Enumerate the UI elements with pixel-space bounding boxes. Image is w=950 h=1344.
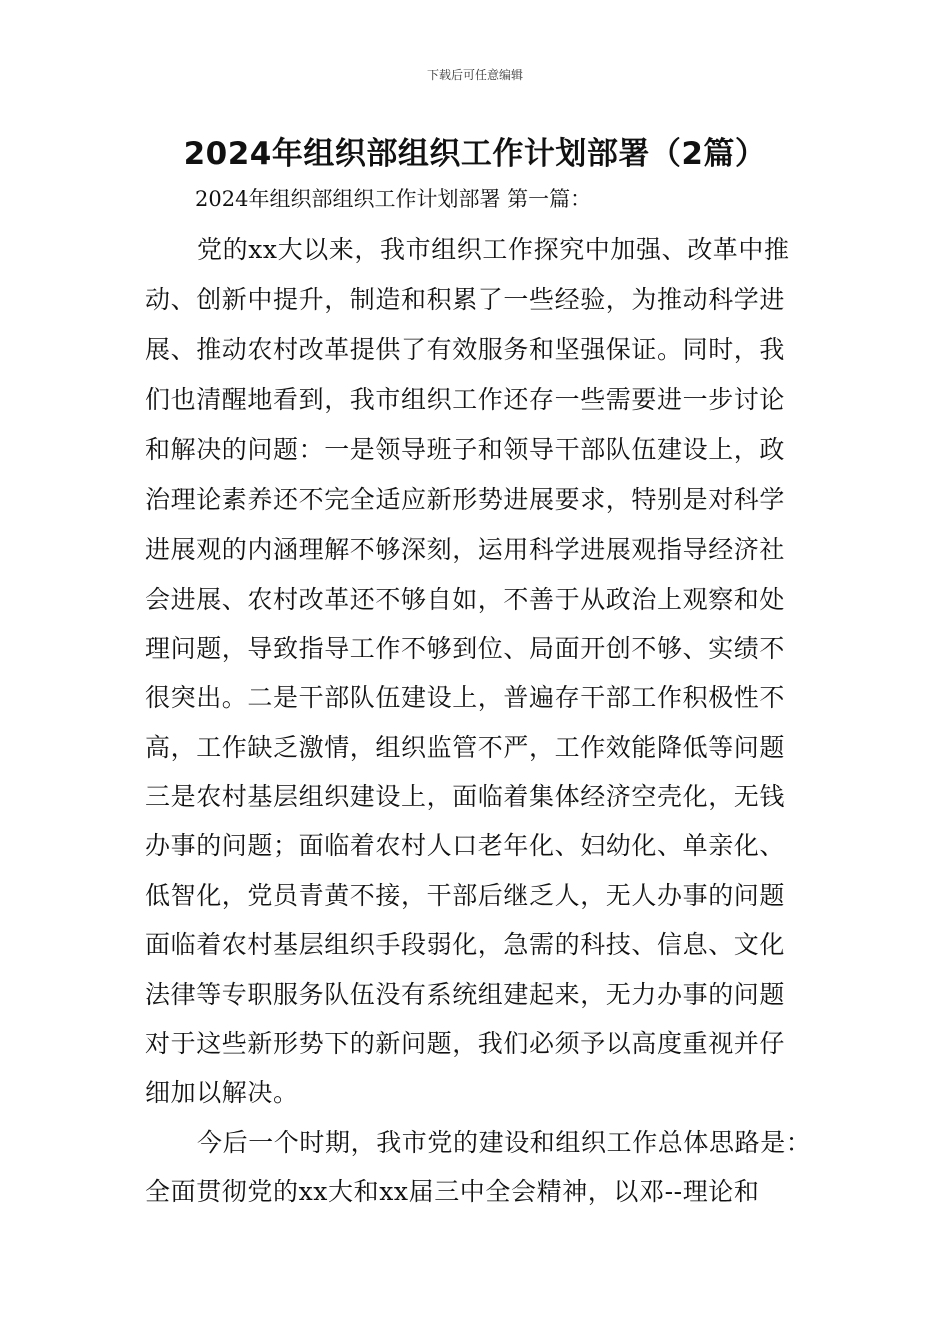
body-line: 细加以解决。 bbox=[145, 1078, 299, 1107]
body-line: 办事的问题；面临着农村人口老年化、妇幼化、单亲化、 bbox=[145, 831, 786, 860]
body-line: 展、推动农村改革提供了有效服务和坚强保证。同时，我 bbox=[145, 335, 786, 364]
body-line: 动、创新中提升，制造和积累了一些经验，为推动科学进 bbox=[145, 285, 786, 314]
body-line: 低智化，党员青黄不接，干部后继乏人，无人办事的问题 bbox=[145, 881, 786, 910]
body-line: 三是农村基层组织建设上，面临着集体经济空壳化，无钱 bbox=[145, 782, 786, 811]
header-note: 下载后可任意编辑 bbox=[426, 68, 523, 82]
body-line: 和解决的问题：一是领导班子和领导干部队伍建设上，政 bbox=[145, 435, 786, 464]
document-subtitle: 2024年组织部组织工作计划部署 第一篇： bbox=[195, 187, 592, 211]
body-line: 今后一个时期，我市党的建设和组织工作总体思路是： bbox=[197, 1128, 812, 1157]
body-line: 全面贯彻党的xx大和xx届三中全会精神，以邓--理论和 bbox=[145, 1177, 760, 1206]
body-line: 很突出。二是干部队伍建设上，普遍存干部工作积极性不 bbox=[145, 683, 786, 712]
document-title: 2024年组织部组织工作计划部署（2篇） bbox=[183, 136, 767, 172]
body-line: 面临着农村基层组织手段弱化，急需的科技、信息、文化 bbox=[145, 930, 786, 959]
body-line: 会进展、农村改革还不够自如，不善于从政治上观察和处 bbox=[145, 585, 786, 614]
body-line: 法律等专职服务队伍没有系统组建起来，无力办事的问题 bbox=[145, 980, 786, 1009]
body-line: 理问题，导致指导工作不够到位、局面开创不够、实绩不 bbox=[145, 634, 786, 663]
body-line: 党的xx大以来，我市组织工作探究中加强、改革中推 bbox=[197, 235, 790, 264]
body-line: 们也清醒地看到，我市组织工作还存一些需要进一步讨论 bbox=[145, 385, 786, 414]
body-line: 治理论素养还不完全适应新形势进展要求，特别是对科学 bbox=[145, 485, 786, 514]
body-line: 对于这些新形势下的新问题，我们必须予以高度重视并仔 bbox=[145, 1029, 786, 1058]
body-line: 进展观的内涵理解不够深刻，运用科学进展观指导经济社 bbox=[145, 535, 786, 564]
body-line: 高，工作缺乏激情，组织监管不严，工作效能降低等问题 bbox=[145, 733, 786, 762]
